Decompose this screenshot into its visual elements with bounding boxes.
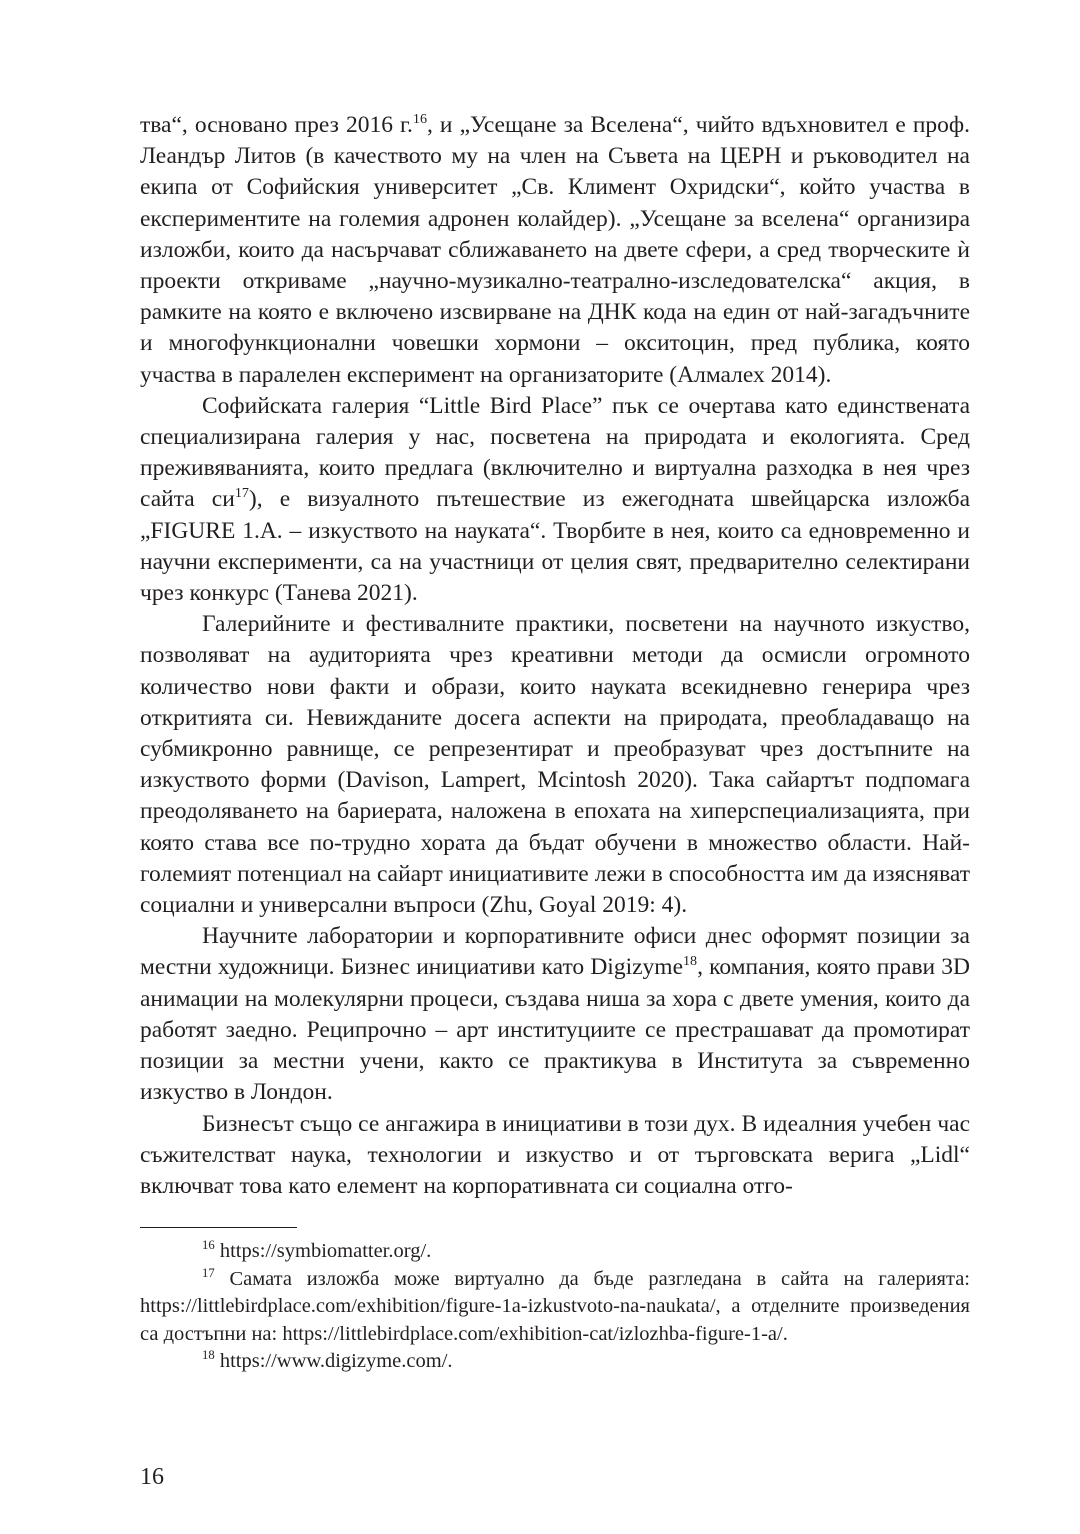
- footnotes: [140, 1238, 970, 1376]
- footnote-divider: [140, 1227, 297, 1228]
- paragraph-text: ), е визуалното пътешествие из ежегодната швейцарска изложба „FIGURE 1.A. – изкуството на науката“. Творбите в нея, които са едновременно и научни експерименти, са на участници от целия свят, предварително селектирани чрез конкурс (Танева 2021).: [140, 486, 971, 607]
- paragraph-text: , и „Усещане за Вселена“, чийто вдъхновител е проф. Леандър Литов (в качеството му на член на Съвета на ЦЕРН и ръководител на екипа от Софийския университет „Св. Климент Охридски“, който участва в експериментите на големия адронен колайдер). „Усещане за вселена“ организира изложби, които да насърчават сближаването на двете сфери, а сред творческите ѝ проекти откриваме „научно-музикално-театрално-изследователска“ акция, в рамките на която е включено изсвирване на ДНК кода на един от най-загадъчните и многофункционални човешки хормони – окситоцин, пред публика, която участва в паралелен експеримент на организаторите (Алмалех 2014).: [140, 112, 970, 388]
- footnote: [140, 1266, 970, 1349]
- footnote-ref[interactable]: 18: [683, 953, 698, 970]
- footnote-text: Самата изложба може виртуално да бъде разгледана в сайта на галерията: https://littlebirdplace.com/exhibition/figure-1a-izkustvoto-na-naukata/, а отделните произведения са достъпни на: https://littlebirdplace.com/exhibition-cat/izlozhba-figure-1-a/.: [140, 1267, 970, 1345]
- body-text: [140, 110, 970, 1202]
- footnote-text: https://www.digizyme.com/.: [214, 1350, 453, 1372]
- paragraph-text: Софийската галерия “Little Bird Place” пък се очертава като единствената специализирана галерия у нас, посветена на природата и екологията. Сред преживяванията, които предлага (включително и виртуална разходка в нея чрез сайта си: [140, 392, 970, 513]
- paragraph: [140, 921, 970, 1108]
- footnote: [140, 1238, 970, 1266]
- paragraph-text: , компания, която прави 3D анимации на молекулярни процеси, създава ниша за хора с двете умения, които да работят заедно. Реципрочно – арт институциите се престрашават да промотират позиции за местни учени, както се практикува в Института за съвременно изкуство в Лондон.: [140, 954, 970, 1106]
- footnote-number: 17: [202, 1265, 215, 1280]
- paragraph: [140, 391, 970, 609]
- footnote: [140, 1348, 970, 1376]
- paragraph: Бизнесът също се ангажира в инициативи в този дух. В идеалния учебен час съжителстват наука, технологии и изкуство и от търговската верига „Lidl“ включват това като елемент на корпоративната си социална отго-: [140, 1110, 970, 1199]
- page-number: 16: [140, 1464, 164, 1490]
- footnote-text: https://symbiomatter.org/.: [214, 1240, 432, 1262]
- paragraph-text: тва“, основано през 2016 г.: [140, 112, 413, 138]
- footnote-ref[interactable]: 16: [412, 111, 427, 128]
- footnote-ref[interactable]: 17: [234, 485, 249, 502]
- footnote-number: 18: [202, 1348, 215, 1363]
- footnote-number: 16: [202, 1238, 215, 1253]
- paragraph-text: Научните лаборатории и корпоративните офиси днес оформят позиции за местни художници. Бизнес инициативи като Digizyme: [140, 923, 970, 981]
- paragraph: [140, 110, 970, 391]
- paragraph: Галерийните и фестивалните практики, посветени на научното изкуство, позволяват на аудиторията чрез креативни методи да осмисли огромното количество нови факти и образи, които науката всекидневно генерира чрез откритията си. Невижданите досега аспекти на природата, преобладаващо на субмикронно равнище, се репрезентират и преобразуват чрез достъпните на изкуството форми (Davison, Lampert, Mcintosh 2020). Така сайартът подпомага преодоляването на бариерата, наложена в епохата на хиперспециализацията, при която става все по-трудно хората да бъдат обучени в множество области. Най-големият потенциал на сайарт инициативите лежи в способността им да изясняват социални и универсални въпроси (Zhu, Goyal 2019: 4).: [140, 611, 970, 919]
